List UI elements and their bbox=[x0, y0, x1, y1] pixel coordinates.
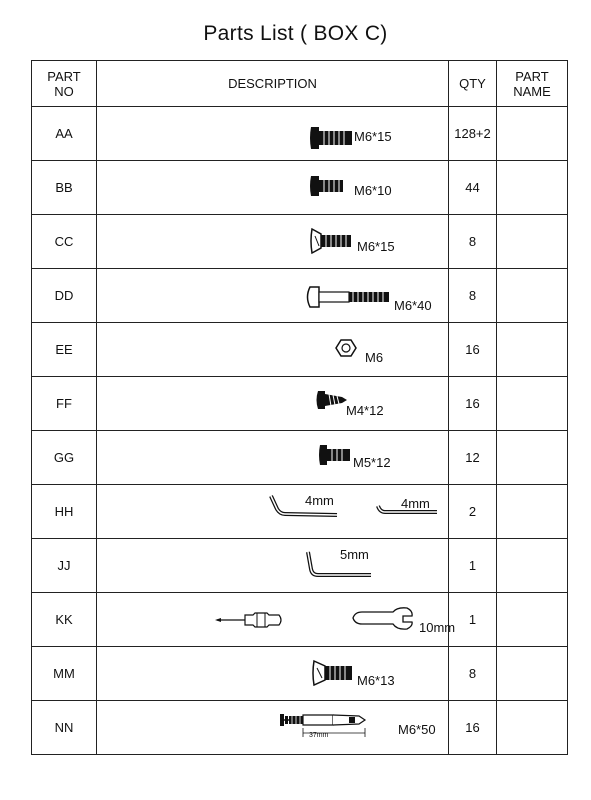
table-header-row bbox=[32, 61, 568, 107]
header-description: DESCRIPTION bbox=[97, 61, 449, 107]
screwdriver-and-wrench-icon bbox=[97, 593, 449, 646]
page-title: Parts List ( BOX C) bbox=[203, 22, 388, 45]
part-name-cell bbox=[497, 701, 568, 755]
flat-head-bolt-icon bbox=[97, 647, 449, 700]
button-head-bolt-icon bbox=[97, 431, 449, 484]
description-cell bbox=[97, 323, 449, 377]
description-cell bbox=[97, 107, 449, 161]
hex-nut-icon bbox=[97, 323, 449, 376]
table-row bbox=[32, 215, 568, 269]
part-name-cell bbox=[497, 593, 568, 647]
header-qty: QTY bbox=[449, 61, 497, 107]
anchor-bolt-icon bbox=[97, 701, 449, 754]
part-no-cell: EE bbox=[32, 323, 97, 377]
part-name-cell bbox=[497, 377, 568, 431]
parts-table bbox=[31, 60, 568, 755]
table-row bbox=[32, 269, 568, 323]
description-cell bbox=[97, 431, 449, 485]
description-cell bbox=[97, 701, 449, 755]
description-cell bbox=[97, 593, 456, 647]
table-row bbox=[32, 107, 568, 161]
part-size-label: M6*10 bbox=[354, 183, 392, 198]
qty-cell: 8 bbox=[449, 269, 497, 323]
part-name-cell bbox=[497, 485, 568, 539]
part-name-cell bbox=[497, 431, 568, 485]
part-name-cell bbox=[497, 107, 568, 161]
dimension-label: 37mm bbox=[309, 732, 329, 739]
part-no-cell: KK bbox=[32, 593, 97, 647]
screwdriver-icon bbox=[215, 613, 281, 627]
long-bolt-icon bbox=[97, 269, 449, 322]
table-row bbox=[32, 161, 568, 215]
part-name-cell bbox=[497, 161, 568, 215]
button-head-bolt-icon bbox=[97, 107, 449, 160]
part-no-cell: AA bbox=[32, 107, 97, 161]
part-no-cell: HH bbox=[32, 485, 97, 539]
part-no-cell: NN bbox=[32, 701, 97, 755]
qty-cell: 128+2 bbox=[449, 107, 497, 161]
table-row bbox=[32, 323, 568, 377]
wrench-icon bbox=[353, 608, 412, 629]
part-size-label: M6*40 bbox=[394, 298, 432, 313]
part-name-cell bbox=[497, 539, 568, 593]
table-row bbox=[32, 701, 568, 755]
qty-cell: 16 bbox=[449, 323, 497, 377]
description-cell bbox=[97, 215, 449, 269]
part-name-cell bbox=[497, 215, 568, 269]
part-size-label: M6*15 bbox=[354, 129, 392, 144]
qty-cell: 16 bbox=[449, 701, 497, 755]
part-no-cell: CC bbox=[32, 215, 97, 269]
key-size-label: 4mm bbox=[305, 493, 334, 508]
part-no-cell: GG bbox=[32, 431, 97, 485]
qty-cell: 2 bbox=[449, 485, 497, 539]
part-no-cell: MM bbox=[32, 647, 97, 701]
key-size-label: 5mm bbox=[340, 547, 369, 562]
table-row bbox=[32, 485, 568, 539]
key-size-label: 4mm bbox=[401, 496, 430, 511]
description-cell bbox=[97, 377, 449, 431]
allen-key-icon bbox=[97, 539, 449, 592]
part-no-cell: BB bbox=[32, 161, 97, 215]
qty-cell: 12 bbox=[449, 431, 497, 485]
part-size-label: M6*50 bbox=[398, 722, 436, 737]
description-cell bbox=[97, 161, 449, 215]
part-size-label: M6*13 bbox=[357, 673, 395, 688]
part-no-cell: JJ bbox=[32, 539, 97, 593]
table-row bbox=[32, 647, 568, 701]
table-row bbox=[32, 593, 568, 647]
qty-cell: 16 bbox=[449, 377, 497, 431]
description-cell bbox=[97, 647, 449, 701]
self-tapping-screw-icon bbox=[97, 377, 449, 430]
description-cell bbox=[97, 485, 449, 539]
description-cell bbox=[97, 269, 449, 323]
part-no-cell: DD bbox=[32, 269, 97, 323]
table-row bbox=[32, 431, 568, 485]
table-row bbox=[32, 539, 568, 593]
part-size-label: M6 bbox=[365, 350, 384, 365]
flat-head-bolt-icon bbox=[97, 215, 449, 268]
part-size-label: M6*15 bbox=[357, 239, 395, 254]
part-name-cell bbox=[497, 269, 568, 323]
part-no-cell: FF bbox=[32, 377, 97, 431]
part-size-label: M4*12 bbox=[346, 403, 384, 418]
wrench-size-label: 10mm bbox=[419, 620, 456, 635]
header-part-no: PART NO bbox=[32, 61, 97, 107]
qty-cell: 1 bbox=[449, 539, 497, 593]
description-cell bbox=[97, 539, 449, 593]
part-name-cell bbox=[497, 647, 568, 701]
qty-cell: 8 bbox=[449, 215, 497, 269]
qty-cell: 8 bbox=[449, 647, 497, 701]
qty-cell: 44 bbox=[449, 161, 497, 215]
button-head-bolt-icon bbox=[97, 161, 449, 214]
part-size-label: M5*12 bbox=[353, 455, 391, 470]
qty-cell: 1 bbox=[449, 593, 497, 647]
header-part-name: PART NAME bbox=[497, 61, 568, 107]
table-row bbox=[32, 377, 568, 431]
part-name-cell bbox=[497, 323, 568, 377]
allen-key-pair-icon bbox=[97, 485, 449, 538]
